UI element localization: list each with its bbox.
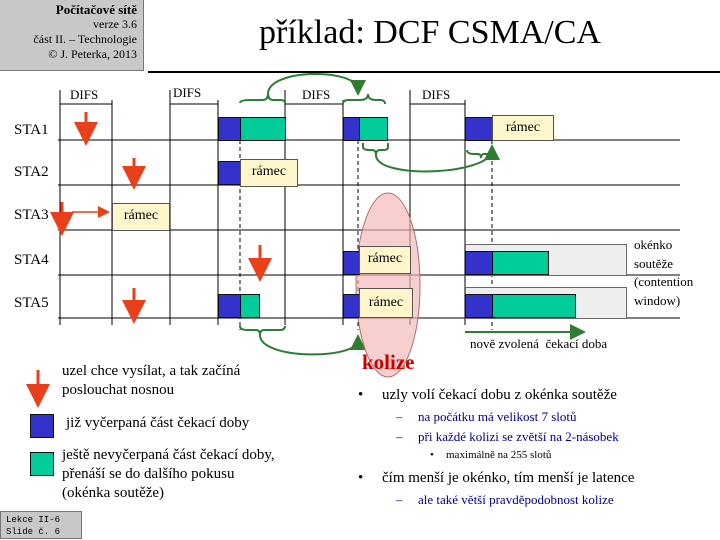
legend-line: přenáší se do dalšího pokusu <box>62 466 235 482</box>
frame-box: rámec <box>112 203 170 231</box>
new-wait-label: nově zvolená čekací doba <box>470 336 608 351</box>
legend-blue-swatch <box>30 414 54 438</box>
legend-green-swatch <box>30 452 54 476</box>
bullet-item: • uzly volí čekací dobu z okénka soutěže <box>358 387 617 403</box>
difs-label: DIFS <box>70 87 99 102</box>
expired-backoff-block <box>343 294 360 318</box>
backoff-carry-curve <box>260 335 358 354</box>
sub-bullet: – na počátku má velikost 7 slotů <box>396 409 577 424</box>
course-author: © J. Peterka, 2013 <box>48 47 137 61</box>
subsub-bullet-text: maximálně na 255 slotů <box>446 449 552 461</box>
sub-bullet-text: na počátku má velikost 7 slotů <box>418 409 577 424</box>
cw-label-line: window) <box>634 292 681 308</box>
legend-green-text <box>62 446 275 503</box>
expired-backoff-block <box>465 294 493 318</box>
legend-line: uzel chce vysílat, a tak začíná <box>62 363 241 379</box>
expired-backoff-block <box>465 251 493 275</box>
subsub-bullet: • maximálně na 255 slotů <box>430 449 552 461</box>
course-version: verze 3.6 <box>93 17 137 31</box>
expired-backoff-block <box>343 117 360 141</box>
frame-box: rámec <box>240 159 298 187</box>
bullet-text: uzly volí čekací dobu z okénka soutěže <box>382 387 617 403</box>
difs-label: DIFS <box>422 87 451 102</box>
backoff-bracket <box>240 94 285 103</box>
contention-window-label <box>634 236 693 310</box>
sub-bullet: – při každé kolizi se zvětší na 2-násobek <box>396 429 619 444</box>
station-label-sta4: STA4 <box>14 252 49 268</box>
cw-label-line: okénko <box>634 237 673 252</box>
course-name: Počítačové sítě <box>55 2 137 17</box>
sub-bullet: – ale také větší pravděpodobnost kolize <box>396 492 614 507</box>
slide-number: Slide č. 6 <box>6 527 61 537</box>
slide-footer <box>0 511 82 539</box>
expired-backoff-block <box>218 117 241 141</box>
frame-box: rámec <box>359 246 411 274</box>
remaining-backoff-block <box>492 294 576 318</box>
station-label-sta3: STA3 <box>14 207 49 223</box>
expired-backoff-block <box>218 161 241 185</box>
page-title: příklad: DCF CSMA/CA <box>259 14 601 51</box>
collision-label: kolize <box>362 350 415 374</box>
legend-line: (okénka soutěže) <box>62 485 165 501</box>
backoff-bracket <box>240 326 285 335</box>
cw-label-line: soutěže <box>634 255 673 271</box>
frame-box: rámec <box>359 288 413 318</box>
difs-label: DIFS <box>173 85 202 100</box>
expired-backoff-block <box>465 117 493 141</box>
station-label-sta1: STA1 <box>14 122 49 138</box>
station-label-sta5: STA5 <box>14 295 49 311</box>
course-part: část II. – Technologie <box>33 32 137 46</box>
frame-box: rámec <box>492 115 554 141</box>
legend-line: poslouchat nosnou <box>62 382 175 398</box>
legend-blue-text: již vyčerpaná část čekací doby <box>66 415 250 431</box>
sub-bullet-text: ale také větší pravděpodobnost kolize <box>418 492 614 507</box>
sub-bullet-text: při každé kolizi se zvětší na 2-násobek <box>418 429 619 444</box>
remaining-backoff-block <box>240 117 286 141</box>
bullet-list <box>358 386 718 508</box>
difs-label: DIFS <box>302 87 331 102</box>
bullet-text: čím menší je okénko, tím menší je latence <box>382 470 635 486</box>
legend-line: ještě nevyčerpaná část čekací doby, <box>62 447 275 463</box>
remaining-backoff-block <box>240 294 260 318</box>
remaining-backoff-block <box>492 251 549 275</box>
backoff-bracket <box>363 143 388 155</box>
backoff-bracket <box>343 94 385 104</box>
remaining-backoff-block <box>359 117 388 141</box>
legend-arrow-text <box>62 362 240 400</box>
lecture-number: Lekce II-6 <box>6 515 61 525</box>
expired-backoff-block <box>218 294 241 318</box>
cw-label-line: (contention <box>634 274 694 289</box>
bullet-item: • čím menší je okénko, tím menší je latence <box>358 470 635 486</box>
expired-backoff-block <box>343 251 360 275</box>
station-label-sta2: STA2 <box>14 164 49 180</box>
